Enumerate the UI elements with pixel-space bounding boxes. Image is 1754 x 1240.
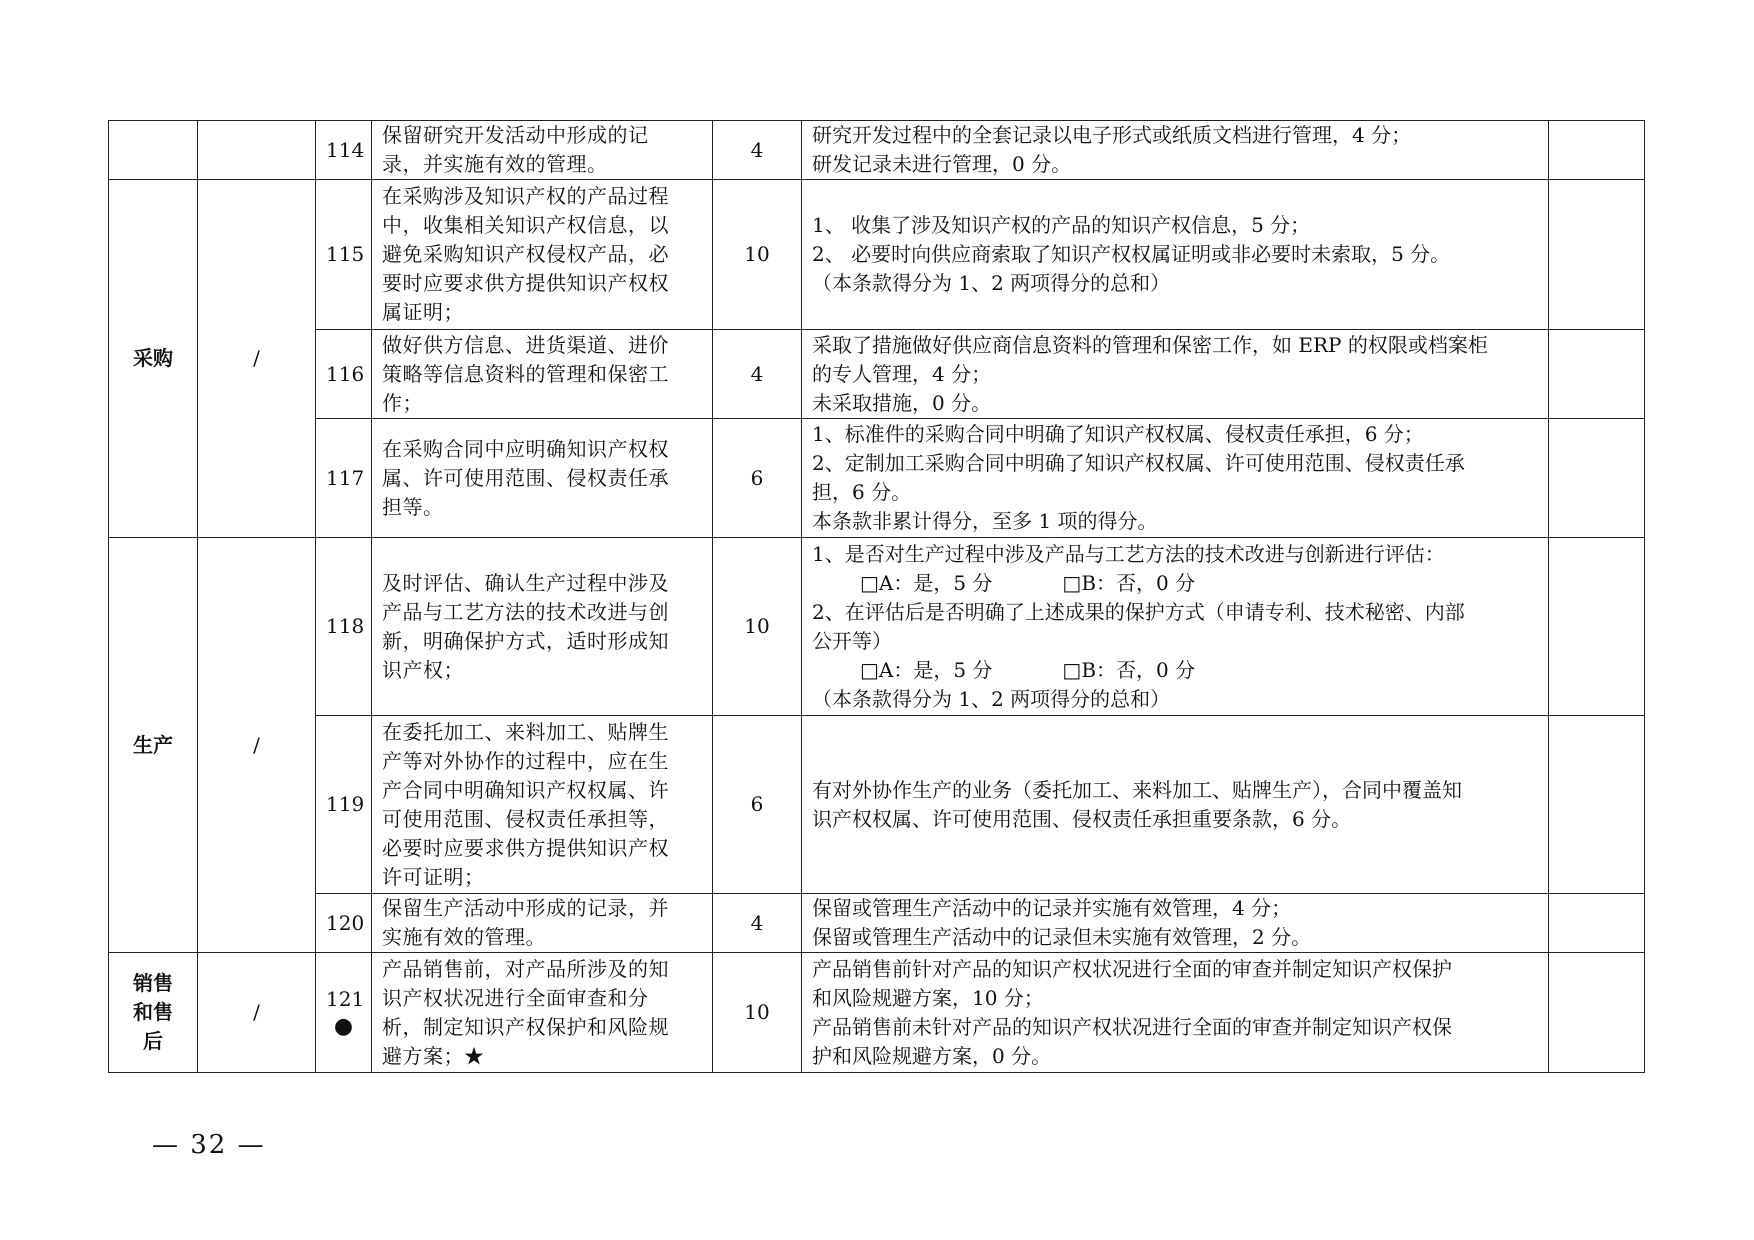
requirement-line: 在采购合同中应明确知识产权权 xyxy=(382,436,669,461)
category-line: 销售 xyxy=(133,971,173,995)
option-a: □A：是，5 分 xyxy=(860,570,993,595)
subcategory-cell-empty xyxy=(198,121,316,180)
criteria-line: （本条款得分为 1、2 两项得分的总和） xyxy=(812,271,1171,295)
requirement-line: 产等对外协作的过程中，应在生 xyxy=(382,748,669,773)
criteria-line: 2、在评估后是否明确了上述成果的保护方式（申请专利、技术秘密、内部 xyxy=(812,599,1465,624)
option-b: □B：否，0 分 xyxy=(1062,570,1196,595)
requirement-line: 策略等信息资料的管理和保密工 xyxy=(382,361,669,386)
requirement-line: 及时评估、确认生产过程中涉及 xyxy=(382,570,669,595)
criteria-line: 1、标准件的采购合同中明确了知识产权权属、侵权责任承担，6 分； xyxy=(812,422,1424,446)
requirement-line: 许可证明； xyxy=(382,864,485,889)
criteria-cell xyxy=(802,538,1549,716)
criteria-line: 担，6 分。 xyxy=(812,480,912,504)
requirement-line: 在委托加工、来料加工、贴牌生 xyxy=(382,719,669,744)
criteria-line: 有对外协作生产的业务（委托加工、来料加工、贴牌生产），合同中覆盖知 xyxy=(812,777,1462,802)
bullet-dot-icon: ● xyxy=(333,1014,354,1039)
criteria-cell xyxy=(802,419,1549,538)
remarks-cell xyxy=(1549,180,1645,330)
requirement-line: 属、许可使用范围、侵权责任承 xyxy=(382,465,669,490)
requirement-line: 必要时应要求供方提供知识产权 xyxy=(382,835,669,860)
requirement-line: 担等。 xyxy=(382,494,444,519)
criteria-line: 公开等） xyxy=(812,628,892,653)
remarks-cell xyxy=(1549,953,1645,1073)
table-row-118 xyxy=(109,538,1645,716)
requirement-cell xyxy=(372,894,713,953)
requirement-line: 作； xyxy=(382,390,423,415)
criteria-cell xyxy=(802,953,1549,1073)
score-cell: 4 xyxy=(713,121,802,180)
requirement-cell xyxy=(372,330,713,419)
requirement-line: 避免采购知识产权侵权产品，必 xyxy=(382,242,669,266)
criteria-cell xyxy=(802,121,1549,180)
item-number: 120 xyxy=(316,894,372,953)
category-sales xyxy=(109,953,198,1073)
table-row-115 xyxy=(109,180,1645,330)
requirement-cell xyxy=(372,716,713,894)
remarks-cell xyxy=(1549,538,1645,716)
criteria-line: 2、定制加工采购合同中明确了知识产权权属、许可使用范围、侵权责任承 xyxy=(812,451,1465,475)
criteria-line: 保留或管理生产活动中的记录并实施有效管理，4 分； xyxy=(812,896,1292,920)
score-cell: 10 xyxy=(713,538,802,716)
remarks-cell xyxy=(1549,121,1645,180)
criteria-line: 研究开发过程中的全套记录以电子形式或纸质文档进行管理，4 分； xyxy=(812,123,1412,147)
requirement-line: 产合同中明确知识产权权属、许 xyxy=(382,777,669,802)
score-cell: 4 xyxy=(713,894,802,953)
criteria-cell xyxy=(802,180,1549,330)
subcategory-sales: / xyxy=(198,953,316,1073)
item-number: 117 xyxy=(316,419,372,538)
criteria-line: 1、 收集了涉及知识产权的产品的知识产权信息，5 分； xyxy=(812,213,1311,237)
evaluation-table xyxy=(108,120,1645,1073)
requirement-line: 析，制定知识产权保护和风险规 xyxy=(382,1014,669,1039)
criteria-line: 1、是否对生产过程中涉及产品与工艺方法的技术改进与创新进行评估： xyxy=(812,541,1445,566)
page-number: — 32 — xyxy=(152,1130,266,1160)
category-procurement: 采购 xyxy=(109,180,198,538)
requirement-line: 实施有效的管理。 xyxy=(382,925,546,949)
requirement-line: 产品与工艺方法的技术改进与创 xyxy=(382,599,669,624)
requirement-line: 录，并实施有效的管理。 xyxy=(382,152,608,176)
criteria-cell xyxy=(802,894,1549,953)
category-cell-empty xyxy=(109,121,198,180)
criteria-note: （本条款得分为 1、2 两项得分的总和） xyxy=(812,686,1171,711)
requirement-cell xyxy=(372,180,713,330)
item-number: 121 xyxy=(326,987,365,1011)
subcategory-production: / xyxy=(198,538,316,953)
criteria-line: 研发记录未进行管理，0 分。 xyxy=(812,152,1072,176)
item-number: 115 xyxy=(316,180,372,330)
table-row-114 xyxy=(109,121,1645,180)
criteria-line: 保留或管理生产活动中的记录但未实施有效管理，2 分。 xyxy=(812,925,1312,949)
item-number-cell xyxy=(316,953,372,1073)
remarks-cell xyxy=(1549,894,1645,953)
requirement-line: 在采购涉及知识产权的产品过程 xyxy=(382,184,669,208)
table-row-119 xyxy=(109,716,1645,894)
score-cell: 4 xyxy=(713,330,802,419)
requirement-cell xyxy=(372,419,713,538)
item-number: 118 xyxy=(316,538,372,716)
requirement-cell xyxy=(372,538,713,716)
requirement-line: 做好供方信息、进货渠道、进价 xyxy=(382,332,669,357)
option-a: □A：是，5 分 xyxy=(860,657,993,682)
category-production: 生产 xyxy=(109,538,198,953)
remarks-cell xyxy=(1549,419,1645,538)
requirement-line: 新，明确保护方式，适时形成知 xyxy=(382,628,669,653)
requirement-line: 可使用范围、侵权责任承担等， xyxy=(382,806,669,831)
score-cell: 6 xyxy=(713,716,802,894)
remarks-cell xyxy=(1549,716,1645,894)
requirement-line: 保留研究开发活动中形成的记 xyxy=(382,123,649,147)
requirement-line: 中，收集相关知识产权信息，以 xyxy=(382,213,669,237)
requirement-line: 产品销售前，对产品所涉及的知 xyxy=(382,956,669,981)
requirement-line: 要时应要求供方提供知识产权权 xyxy=(382,271,669,295)
criteria-line: 和风险规避方案，10 分； xyxy=(812,985,1044,1010)
score-cell: 10 xyxy=(713,953,802,1073)
item-number: 119 xyxy=(316,716,372,894)
remarks-cell xyxy=(1549,330,1645,419)
criteria-line: 本条款非累计得分，至多 1 项的得分。 xyxy=(812,509,1158,533)
criteria-options xyxy=(812,656,1538,685)
criteria-line: 采取了措施做好供应商信息资料的管理和保密工作，如 ERP 的权限或档案柜 xyxy=(812,332,1488,357)
criteria-cell xyxy=(802,330,1549,419)
requirement-cell xyxy=(372,121,713,180)
table-row-117 xyxy=(109,419,1645,538)
criteria-options xyxy=(812,569,1538,598)
criteria-line: 的专人管理，4 分； xyxy=(812,361,992,386)
requirement-line: 属证明； xyxy=(382,300,464,324)
category-line: 后 xyxy=(143,1029,163,1053)
criteria-line: 护和风险规避方案，0 分。 xyxy=(812,1043,1052,1068)
table-row-116 xyxy=(109,330,1645,419)
criteria-line: 产品销售前未针对产品的知识产权状况进行全面的审查并制定知识产权保 xyxy=(812,1014,1452,1039)
category-line: 和售 xyxy=(133,1000,173,1024)
option-b: □B：否，0 分 xyxy=(1062,657,1196,682)
subcategory-procurement: / xyxy=(198,180,316,538)
criteria-cell xyxy=(802,716,1549,894)
table-row-120 xyxy=(109,894,1645,953)
requirement-line: 保留生产活动中形成的记录，并 xyxy=(382,896,669,920)
score-cell: 10 xyxy=(713,180,802,330)
item-number: 116 xyxy=(316,330,372,419)
requirement-line: 识产权状况进行全面审查和分 xyxy=(382,985,649,1010)
requirement-line: 识产权； xyxy=(382,657,464,682)
criteria-line: 2、 必要时向供应商索取了知识产权权属证明或非必要时未索取，5 分。 xyxy=(812,242,1451,266)
criteria-line: 未采取措施，0 分。 xyxy=(812,390,992,415)
requirement-cell xyxy=(372,953,713,1073)
item-number: 114 xyxy=(316,121,372,180)
requirement-line: 避方案；★ xyxy=(382,1043,485,1068)
criteria-line: 识产权权属、许可使用范围、侵权责任承担重要条款，6 分。 xyxy=(812,806,1352,831)
score-cell: 6 xyxy=(713,419,802,538)
table-row-121 xyxy=(109,953,1645,1073)
criteria-line: 产品销售前针对产品的知识产权状况进行全面的审查并制定知识产权保护 xyxy=(812,956,1452,981)
